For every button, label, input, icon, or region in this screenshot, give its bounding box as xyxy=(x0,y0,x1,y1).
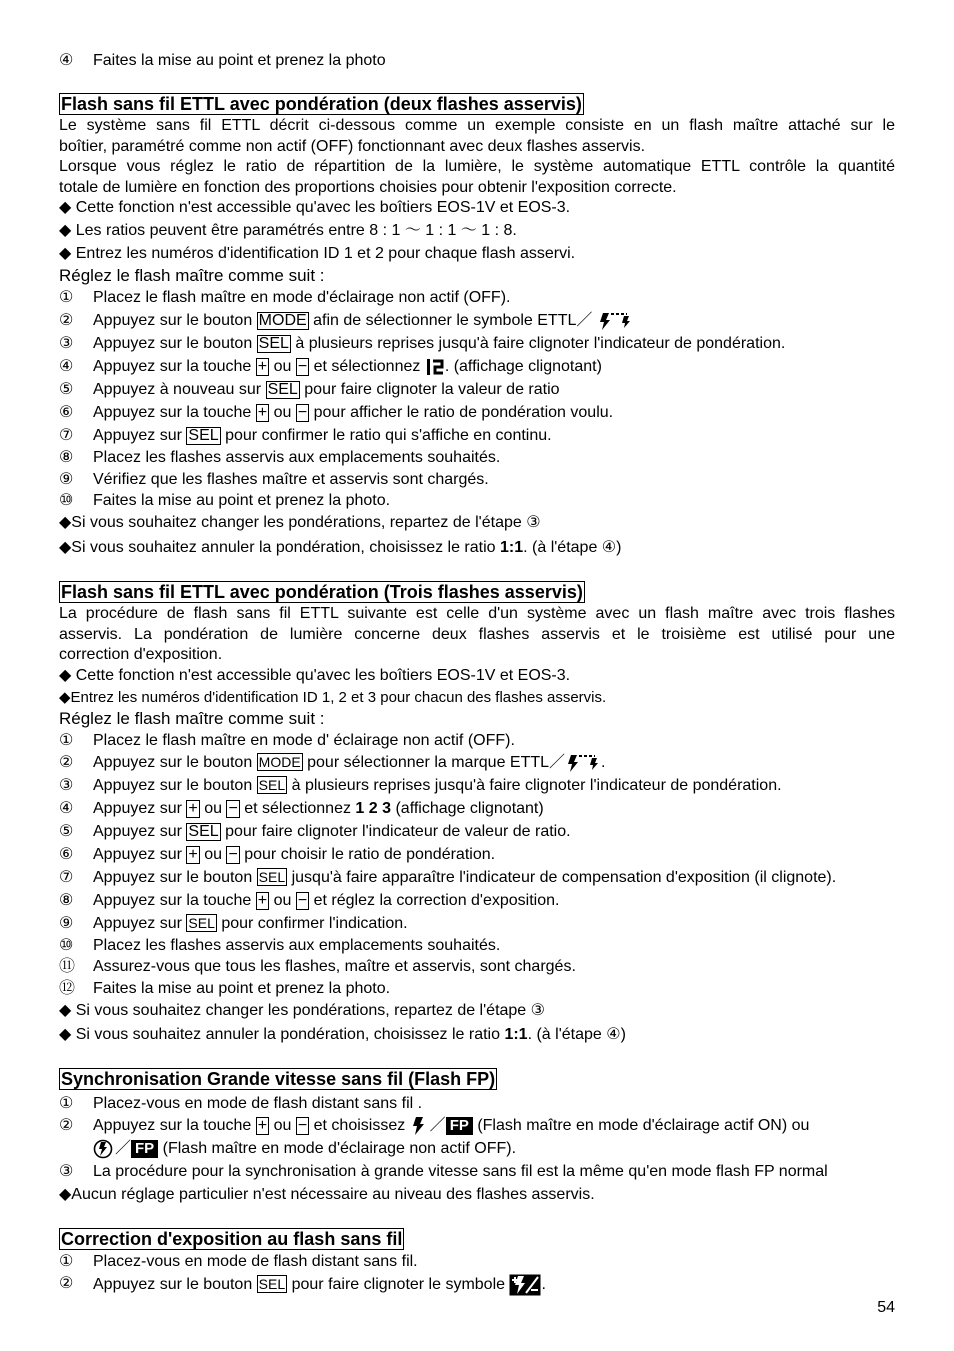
step-text: La procédure pour la synchronisation à grande vitesse sans fil est la même qu'en mode flash FP normal xyxy=(93,1163,828,1180)
minus-key-label: − xyxy=(297,404,308,421)
step-text-part: Appuyez sur la touche xyxy=(93,1117,252,1135)
step-text-part: pour confirmer le ratio qui s'affiche en continu. xyxy=(225,427,552,444)
paragraph-line: totale de lumière en fonction des proportions choisies pour obtenir l'exposition correcte. xyxy=(59,178,677,196)
step-number: ⑨ xyxy=(59,915,74,932)
minus-key-label: − xyxy=(228,800,238,817)
plus-key-label: + xyxy=(257,1117,268,1135)
step-text-part: (Flash maître en mode d'éclairage non actif OFF). xyxy=(162,1140,517,1158)
step-text: Faites la mise au point et prenez la photo. xyxy=(93,492,391,509)
note-ratio: 1:1 xyxy=(500,539,524,556)
step-text xyxy=(93,845,495,865)
minus-key-label: − xyxy=(297,892,308,909)
paragraph-line: asservis. La pondération de lumière concerne deux flashes asservis et le troisième est utilisé pour une xyxy=(59,625,895,643)
ratio-12-icon xyxy=(425,357,445,377)
step-number: ① xyxy=(59,1253,74,1270)
step-text-part: Appuyez sur le bouton xyxy=(93,777,253,794)
step-text: Placez-vous en mode de flash distant sans fil . xyxy=(93,1095,423,1112)
bullet-note: ◆Si vous souhaitez changer les pondérations, repartez de l'étape ③ xyxy=(59,514,541,531)
minus-key-label: − xyxy=(297,1117,308,1135)
step-text-part: pour faire clignoter la valeur de ratio xyxy=(304,381,560,398)
sel-button-label: SEL xyxy=(188,823,219,840)
step-number: ⑤ xyxy=(59,823,74,840)
step-number: ⑥ xyxy=(59,846,74,863)
plus-key-label: + xyxy=(257,358,268,376)
step-text-part: et sélectionnez xyxy=(244,800,356,817)
step-text xyxy=(93,334,785,354)
step-text-part: (affichage clignotant) xyxy=(391,800,544,817)
step-text xyxy=(93,1116,895,1136)
step-text-part: pour afficher le ratio de pondération voulu. xyxy=(313,404,614,421)
bullet-note: ◆ Cette fonction n'est accessible qu'avec les boîtiers EOS-1V et EOS-3. xyxy=(59,667,571,684)
step-text-part: Appuyez sur la touche xyxy=(93,404,252,421)
step-text-part: ou xyxy=(273,404,292,421)
bullet-note: ◆ Les ratios peuvent être paramétrés entre 8 : 1 ～ 1 : 1 ～ 1 : 8. xyxy=(59,222,517,239)
minus-key-label: − xyxy=(228,846,238,863)
slave-ids: 1 2 3 xyxy=(355,800,392,817)
step-text-part: Appuyez sur xyxy=(93,915,182,932)
section-heading-exposure-correction: Correction d'exposition au flash sans fil xyxy=(61,1229,403,1249)
step-text-part: jusqu'à faire apparaître l'indicateur de compensation d'exposition (il clignote). xyxy=(291,869,837,886)
step-text xyxy=(93,1274,546,1296)
step-number: ② xyxy=(59,1275,74,1292)
step-number: ③ xyxy=(59,335,74,352)
step-text-part: Appuyez sur le bouton xyxy=(93,1276,253,1294)
step-text-part: et sélectionnez xyxy=(313,358,421,376)
sel-button-label: SEL xyxy=(258,869,286,885)
step-text-part: Appuyez sur xyxy=(93,800,182,817)
step-text-part: ou xyxy=(204,800,222,817)
step-text xyxy=(93,868,836,888)
step-text xyxy=(93,403,613,423)
step-number: ③ xyxy=(59,777,74,794)
step-text: Placez le flash maître en mode d' éclairage non actif (OFF). xyxy=(93,732,515,749)
step-number: ① xyxy=(59,1095,74,1112)
bullet-note: ◆ Cette fonction n'est accessible qu'avec les boîtiers EOS-1V et EOS-3. xyxy=(59,199,571,216)
step-text-part: . xyxy=(541,1276,546,1294)
step-text-part: . (affichage clignotant) xyxy=(444,358,602,376)
plus-key-label: + xyxy=(257,892,268,909)
step-text-continued xyxy=(93,1139,516,1159)
step-text: Placez les flashes asservis aux emplacements souhaités. xyxy=(93,449,501,466)
section-heading-three-slaves: Flash sans fil ETTL avec pondération (Trois flashes asservis) xyxy=(61,582,583,602)
step-text-part: Appuyez sur xyxy=(93,823,182,840)
step-text-part: ou xyxy=(273,892,292,909)
step-text-part: ou xyxy=(204,846,222,863)
step-text xyxy=(93,914,408,934)
plus-key-label: + xyxy=(257,404,268,421)
step-number: ⑤ xyxy=(59,381,74,398)
step-text: Placez le flash maître en mode d'éclairage non actif (OFF). xyxy=(93,289,511,306)
wireless-flash-icon xyxy=(597,311,633,331)
step-text-part: (Flash maître en mode d'éclairage actif ON) ou xyxy=(477,1117,810,1135)
procedure-intro: Réglez le flash maître comme suit : xyxy=(59,709,325,728)
step-number: ② xyxy=(59,312,74,329)
sel-button-label: SEL xyxy=(258,335,289,352)
step-text-part: pour faire clignoter le symbole xyxy=(291,1276,506,1294)
separator: ／ xyxy=(115,1140,132,1158)
step-number: ① xyxy=(59,289,74,306)
minus-key-label: − xyxy=(297,358,308,376)
mode-button-label: MODE xyxy=(258,312,307,330)
sel-button-label: SEL xyxy=(258,777,286,793)
procedure-intro: Réglez le flash maître comme suit : xyxy=(59,266,325,285)
step-text xyxy=(93,753,605,773)
step-text: Faites la mise au point et prenez la photo xyxy=(93,52,386,69)
step-text-part: Appuyez à nouveau sur xyxy=(93,381,262,398)
fp-icon: FP xyxy=(446,1117,473,1135)
step-text-part: Appuyez sur le bouton xyxy=(93,754,253,772)
step-text xyxy=(93,380,560,400)
step-text-part: Appuyez sur la touche xyxy=(93,892,252,909)
step-number: ⑨ xyxy=(59,471,74,488)
section-heading-two-slaves: Flash sans fil ETTL avec pondération (deux flashes asservis) xyxy=(61,94,582,114)
separator: ／ xyxy=(429,1117,446,1135)
step-number: ⑧ xyxy=(59,892,74,909)
section-intro-paragraph xyxy=(59,604,895,666)
note-text: . (à l'étape ④) xyxy=(523,539,622,556)
step-number: ② xyxy=(59,1117,74,1134)
wireless-flash-icon xyxy=(565,753,601,773)
step-text-part: et choisissez xyxy=(313,1117,406,1135)
step-text xyxy=(93,822,571,842)
step-text: Vérifiez que les flashes maître et asservis sont chargés. xyxy=(93,471,489,488)
step-text xyxy=(93,776,782,796)
bullet-note xyxy=(59,1025,895,1045)
bullet-note: ◆ Entrez les numéros d'identification ID 1 et 2 pour chaque flash asservi. xyxy=(59,245,576,262)
sel-button-label: SEL xyxy=(267,381,298,398)
note-ratio: 1:1 xyxy=(504,1026,528,1043)
step-text-part: Appuyez sur la touche xyxy=(93,358,252,376)
note-text: ◆Si vous souhaitez annuler la pondération, choisissez le ratio xyxy=(59,539,500,556)
step-text-part: pour choisir le ratio de pondération. xyxy=(244,846,496,863)
flash-on-icon xyxy=(410,1116,430,1136)
step-text: Placez les flashes asservis aux emplacements souhaités. xyxy=(93,937,501,954)
paragraph-line: La procédure de flash sans fil ETTL suivante est celle d'un système avec un flash maître avec trois flashes xyxy=(59,605,895,622)
flash-exposure-comp-icon xyxy=(509,1274,541,1296)
step-number: ⑫ xyxy=(59,980,76,997)
plus-key-label: + xyxy=(188,846,198,863)
step-text-part: à plusieurs reprises jusqu'à faire clignoter l'indicateur de pondération. xyxy=(291,777,782,794)
paragraph-line: Lorsque vous réglez le ratio de répartition de la lumière, le système automatique ETTL contrôle la quantité xyxy=(59,158,895,175)
step-text-part: pour faire clignoter l'indicateur de valeur de ratio. xyxy=(225,823,571,840)
step-text xyxy=(93,799,544,819)
step-text-part: Appuyez sur xyxy=(93,846,182,863)
paragraph-line: Le système sans fil ETTL décrit ci-dessous comme un exemple consiste en un flash maître attaché sur le xyxy=(59,117,895,134)
bullet-note: ◆Entrez les numéros d'identification ID 1, 2 et 3 pour chacun des flashes asservis. xyxy=(59,689,607,706)
step-text-part: pour confirmer l'indication. xyxy=(221,915,408,932)
page-number: 54 xyxy=(877,1299,895,1316)
sel-button-label: SEL xyxy=(188,427,219,444)
mode-button-label: MODE xyxy=(258,754,301,771)
step-number: ② xyxy=(59,754,74,771)
step-text-part: afin de sélectionner le symbole ETTL／ xyxy=(313,312,593,330)
note-text: ◆ Si vous souhaitez annuler la pondération, choisissez le ratio xyxy=(59,1026,505,1043)
step-text-part: . xyxy=(601,754,606,772)
step-number: ⑦ xyxy=(59,869,74,886)
step-number: ⑧ xyxy=(59,449,74,466)
step-text-part: pour sélectionner la marque ETTL／ xyxy=(307,754,566,772)
bullet-note: ◆ Si vous souhaitez changer les pondérations, repartez de l'étape ③ xyxy=(59,1002,545,1019)
step-text xyxy=(93,311,633,331)
step-text-part: Appuyez sur xyxy=(93,427,182,444)
step-text: Faites la mise au point et prenez la photo. xyxy=(93,980,391,997)
step-text-part: et réglez la correction d'exposition. xyxy=(313,892,560,909)
step-number: ⑦ xyxy=(59,427,74,444)
step-number: ④ xyxy=(59,358,74,375)
step-text-part: ou xyxy=(273,1117,292,1135)
fp-icon: FP xyxy=(131,1140,158,1158)
step-number: ① xyxy=(59,732,74,749)
step-text-part: Appuyez sur le bouton xyxy=(93,335,253,352)
step-number: ⑥ xyxy=(59,404,74,421)
step-text: Assurez-vous que tous les flashes, maître et asservis, sont chargés. xyxy=(93,958,576,975)
step-text-part: ou xyxy=(273,358,292,376)
sel-button-label: SEL xyxy=(188,915,215,931)
plus-key-label: + xyxy=(188,800,198,817)
step-text xyxy=(93,357,602,377)
step-text-part: Appuyez sur le bouton xyxy=(93,869,253,886)
step-text-part: à plusieurs reprises jusqu'à faire clignoter l'indicateur de pondération. xyxy=(295,335,786,352)
step-number: ③ xyxy=(59,1163,74,1180)
step-text-part: Appuyez sur le bouton xyxy=(93,312,253,330)
step-number: ④ xyxy=(59,800,74,817)
flash-off-icon xyxy=(93,1139,115,1159)
step-text xyxy=(93,426,552,446)
section-intro-paragraph xyxy=(59,116,895,198)
step-number: ④ xyxy=(59,52,74,69)
step-text xyxy=(93,891,559,911)
section-heading-high-speed-sync: Synchronisation Grande vitesse sans fil (Flash FP) xyxy=(61,1069,496,1089)
note-text: . (à l'étape ④) xyxy=(527,1026,626,1043)
step-number: ⑩ xyxy=(59,937,74,954)
paragraph-line: boîtier, paramétré comme non actif (OFF) fonctionnant avec deux flashes asservis. xyxy=(59,137,646,155)
bullet-note xyxy=(59,538,895,558)
bullet-note: ◆Aucun réglage particulier n'est nécessaire au niveau des flashes asservis. xyxy=(59,1186,595,1203)
step-number: ⑩ xyxy=(59,492,74,509)
paragraph-line: correction d'exposition. xyxy=(59,646,223,663)
step-text: Placez-vous en mode de flash distant sans fil. xyxy=(93,1253,418,1270)
step-number: ⑪ xyxy=(59,958,76,975)
sel-button-label: SEL xyxy=(258,1276,286,1293)
